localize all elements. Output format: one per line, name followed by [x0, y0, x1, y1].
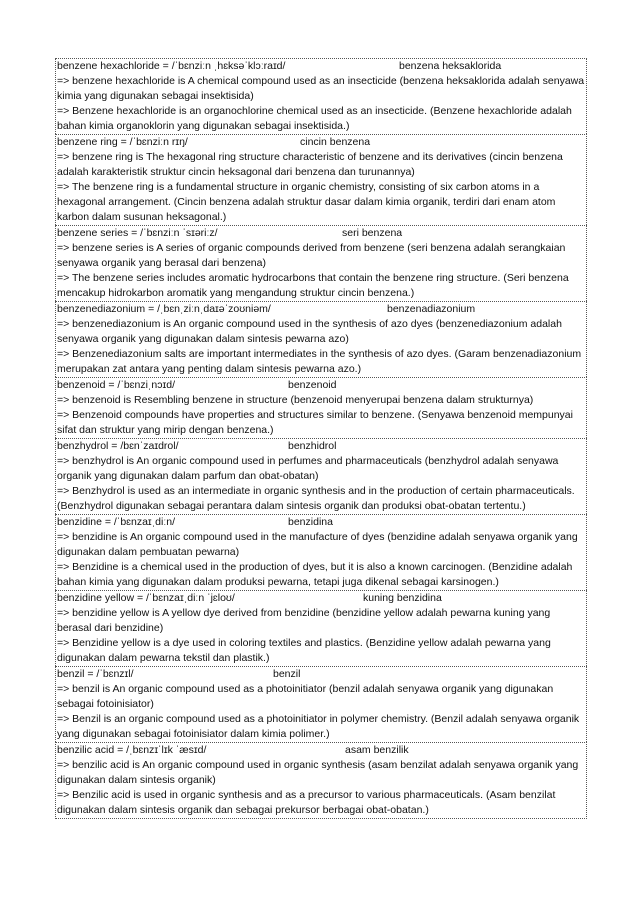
entry-translation: benzenoid: [288, 379, 337, 391]
entry-definition: => benzenediazonium is An organic compound used in the synthesis of azo dyes (benzenediazonium adalah senyawa organik yang digunakan dalam sintesis pewarna azo): [57, 318, 562, 345]
entry-example: => Benzidine is a chemical used in the production of dyes, but it is also a known carcinogen. (Benzidine adalah bahan kimia yang digunakan dalam produksi pewarna, tetapi juga dikenal sebagai karsinogen.): [57, 561, 573, 588]
entry-head-row: [57, 667, 585, 682]
entry-definition: => benzenoid is Resembling benzene in structure (benzenoid menyerupai benzena dalam strukturnya): [57, 394, 534, 406]
entry-term: benzene ring = /ˈbɛnziːn rɪŋ/: [57, 136, 188, 148]
entry-translation: benzenadiazonium: [387, 303, 476, 315]
entry-term: benzenediazonium = /ˌbɛnˌziːnˌdaɪəˈzoʊniəm/: [57, 303, 271, 315]
entry-definition: => benzene series is A series of organic compounds derived from benzene (seri benzena adalah serangkaian senyawa organik yang berasal dari benzena): [57, 242, 566, 269]
entry-benzidine-yellow: [55, 590, 587, 666]
entry-benzil: [55, 666, 587, 742]
entry-example: => Benzidine yellow is a dye used in coloring textiles and plastics. (Benzidine yellow adalah pewarna yang digunakan dalam pewarna tekstil dan plastik.): [57, 637, 551, 664]
entry-translation: asam benzilik: [345, 744, 409, 756]
entry-benzenoid: [55, 377, 587, 438]
entry-example: => Benzenediazonium salts are important intermediates in the synthesis of azo dyes. (Garam benzenadiazonium merupakan zat antara yang penting dalam sintesis pewarna azo.): [57, 348, 582, 375]
entry-definition: => benzidine is An organic compound used in the manufacture of dyes (benzidine adalah senyawa organik yang digunakan dalam pembuatan pewarna): [57, 531, 578, 558]
entry-benzenediazonium: [55, 301, 587, 377]
entry-benzene-series: [55, 225, 587, 301]
entry-example: => Benzhydrol is used as an intermediate in organic synthesis and in the production of certain pharmaceuticals. (Benzhydrol digunakan sebagai perantara dalam sintesis organik dan produksi obat-obatan tertentu.): [57, 485, 575, 512]
entry-head-row: [57, 439, 585, 454]
entry-head-row: [57, 378, 585, 393]
entry-translation: kuning benzidina: [363, 592, 442, 604]
entry-term: benzhydrol = /bɛnˈzaɪdrol/: [57, 440, 179, 452]
entry-term: benzene hexachloride = /ˈbɛnziːn ˌhɛksəˈklɔːraɪd/: [57, 60, 286, 72]
entry-benzhydrol: [55, 438, 587, 514]
entry-head-row: [57, 743, 585, 758]
entry-term: benzene series = /ˈbɛnziːn ˈsɪəriːz/: [57, 227, 218, 239]
entry-translation: benzena heksaklorida: [399, 60, 502, 72]
entry-translation: cincin benzena: [300, 136, 371, 148]
entry-head-row: [57, 591, 585, 606]
glossary-table: [55, 58, 587, 819]
entry-head-row: [57, 515, 585, 530]
entry-head-row: [57, 59, 585, 74]
entry-head-row: [57, 135, 585, 150]
entry-example: => The benzene series includes aromatic hydrocarbons that contain the benzene ring structure. (Seri benzena mencakup hidrokarbon aromatik yang mengandung struktur cincin benzena.): [57, 272, 569, 299]
entry-definition: => benzidine yellow is A yellow dye derived from benzidine (benzidine yellow adalah pewarna kuning yang berasal dari benzidine): [57, 607, 551, 634]
entry-translation: seri benzena: [342, 227, 403, 239]
entry-benzene-hexachloride: [55, 58, 587, 134]
entry-example: => Benzene hexachloride is an organochlorine chemical used as an insecticide. (Benzene hexachloride adalah bahan kimia organoklorin yang digunakan sebagai insektisida.): [57, 105, 572, 132]
entry-example: => The benzene ring is a fundamental structure in organic chemistry, consisting of six carbon atoms in a hexagonal arrangement. (Cincin benzena adalah struktur dasar dalam kimia organik, terdiri dari enam atom karbon dalam susunan heksagonal.): [57, 181, 556, 223]
entry-benzene-ring: [55, 134, 587, 225]
entry-benzilic-acid: [55, 742, 587, 819]
entry-term: benzil = /ˈbɛnzɪl/: [57, 668, 134, 680]
entry-term: benzidine = /ˈbɛnzaɪˌdiːn/: [57, 516, 175, 528]
entry-term: benzidine yellow = /ˈbɛnzaɪˌdiːn ˈjɛloʊ/: [57, 592, 235, 604]
entry-translation: benzhidrol: [288, 440, 337, 452]
entry-example: => Benzil is an organic compound used as a photoinitiator in polymer chemistry. (Benzil adalah senyawa organik yang digunakan sebagai fotoinisiator dalam kimia polimer.): [57, 713, 580, 740]
entry-head-row: [57, 226, 585, 241]
entry-term: benzenoid = /ˈbɛnziˌnɔɪd/: [57, 379, 175, 391]
entry-example: => Benzilic acid is used in organic synthesis and as a precursor to various pharmaceuticals. (Asam benzilat digunakan dalam sintesis organik dan sebagai prekursor berbagai obat-obatan.): [57, 789, 556, 816]
entry-example: => Benzenoid compounds have properties and structures similar to benzene. (Senyawa benzenoid mempunyai sifat dan struktur yang mirip dengan benzena.): [57, 409, 573, 436]
entry-definition: => benzilic acid is An organic compound used in organic synthesis (asam benzilat adalah senyawa organik yang digunakan dalam sintesis organik): [57, 759, 579, 786]
entry-definition: => benzene ring is The hexagonal ring structure characteristic of benzene and its derivatives (cincin benzena adalah karakteristik struktur cincin heksagonal dari benzena dan turunannya): [57, 151, 563, 178]
entry-definition: => benzil is An organic compound used as a photoinitiator (benzil adalah senyawa organik yang digunakan sebagai fotoinisiator): [57, 683, 554, 710]
entry-term: benzilic acid = /ˌbɛnzɪˈlɪk ˈæsɪd/: [57, 744, 207, 756]
entry-definition: => benzhydrol is An organic compound used in perfumes and pharmaceuticals (benzhydrol adalah senyawa organik yang digunakan dalam parfum dan obat-obatan): [57, 455, 559, 482]
entry-head-row: [57, 302, 585, 317]
entry-benzidine: [55, 514, 587, 590]
entry-translation: benzidina: [288, 516, 333, 528]
entry-translation: benzil: [273, 668, 301, 680]
entry-definition: => benzene hexachloride is A chemical compound used as an insecticide (benzena heksaklorida adalah senyawa kimia yang digunakan sebagai insektisida): [57, 75, 585, 102]
